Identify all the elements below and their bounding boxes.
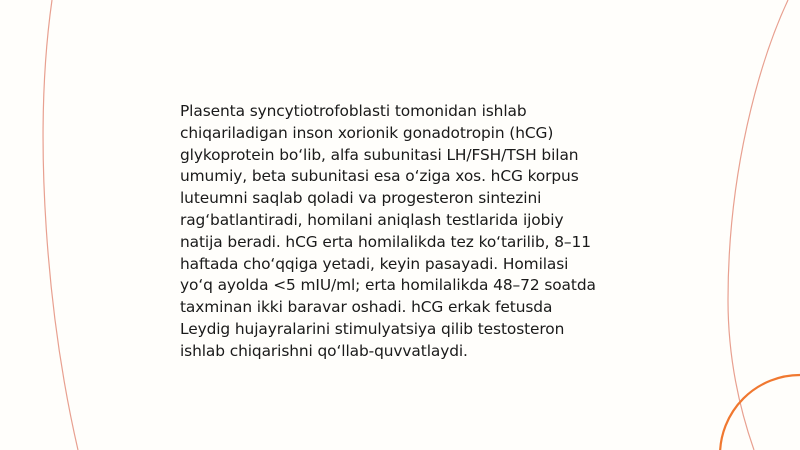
text-line: glykoprotein bo‘lib, alfa subunitasi LH/FSH/TSH bilan — [180, 145, 579, 164]
text-line: rag‘batlantiradi, homilani aniqlash testlarida ijobiy — [180, 210, 564, 229]
text-line: chiqariladigan inson xorionik gonadotropin (hCG) — [180, 123, 554, 142]
accent-circle — [720, 375, 800, 450]
text-line: yo‘q ayolda <5 mIU/ml; erta homilalikda 48–72 soatda — [180, 276, 596, 295]
text-line: natija beradi. hCG erta homilalikda tez ko‘tarilib, 8–11 — [180, 232, 591, 251]
text-line: luteumni saqlab qoladi va progesteron sintezini — [180, 189, 542, 208]
left-arc — [43, 0, 78, 450]
text-line: ishlab chiqarishni qo‘llab-quvvatlaydi. — [180, 341, 468, 360]
text-line: Leydig hujayralarini stimulyatsiya qilib testosteron — [180, 319, 565, 338]
right-arc — [728, 0, 788, 450]
text-line: haftada cho‘qqiga yetadi, keyin pasayadi. Homilasi — [180, 254, 569, 273]
text-line: taxminan ikki baravar oshadi. hCG erkak fetusda — [180, 298, 553, 317]
body-paragraph — [180, 101, 630, 363]
text-line: Plasenta syncytiotrofoblasti tomonidan ishlab — [180, 102, 527, 120]
text-line: umumiy, beta subunitasi esa o‘ziga xos. hCG korpus — [180, 167, 579, 186]
